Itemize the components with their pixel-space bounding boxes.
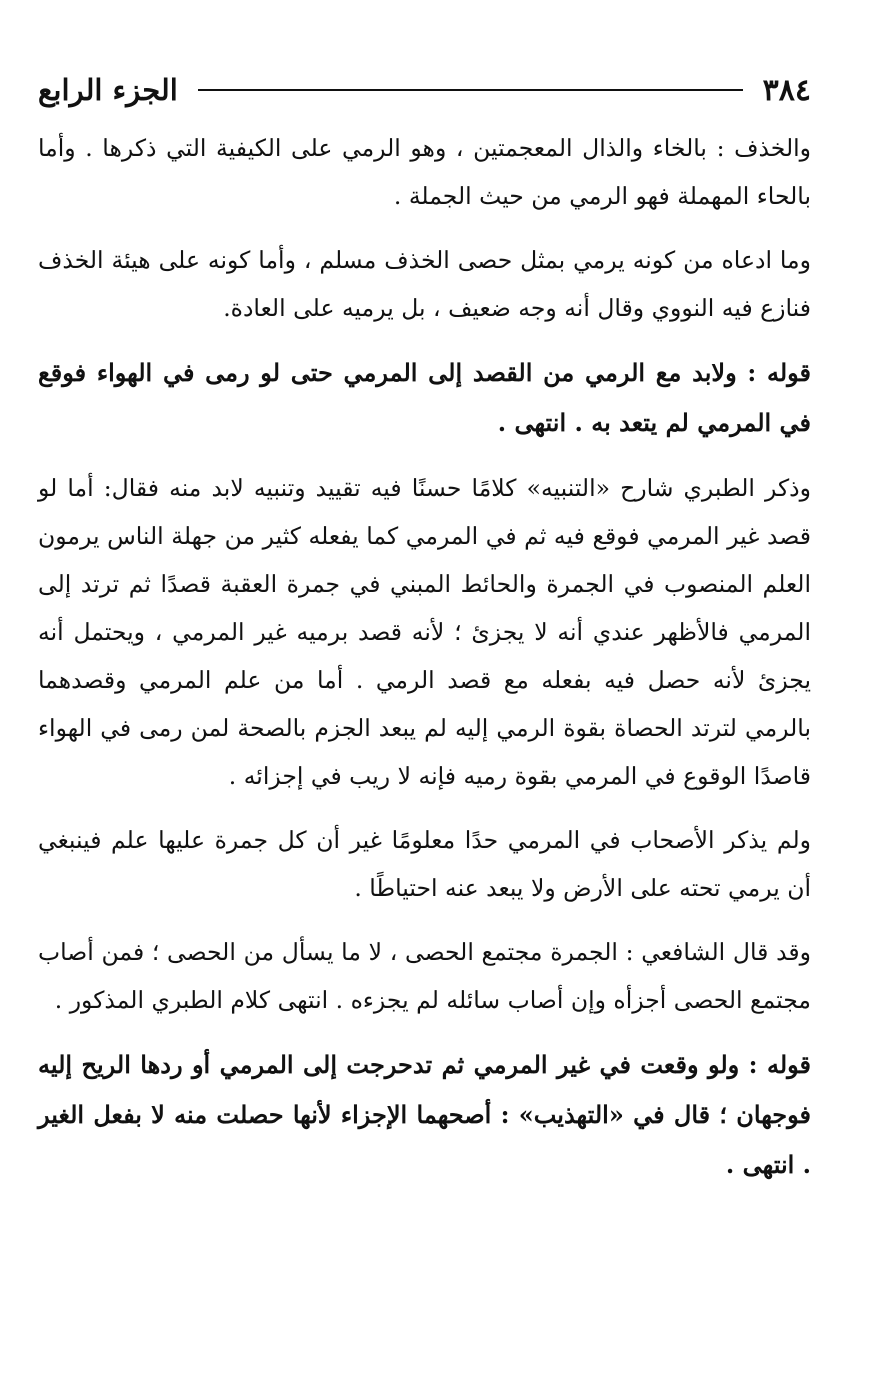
paragraph-1: والخذف : بالخاء والذال المعجمتين ، وهو الرمي على الكيفية التي ذكرها . وأما بالحاء المهملة فهو الرمي من حيث الجملة .: [38, 134, 811, 210]
paragraph-5: ولم يذكر الأصحاب في المرمي حدًا معلومًا غير أن كل جمرة عليها علم فينبغي أن يرمي تحته على الأرض ولا يبعد عنه احتياطًا .: [38, 826, 811, 902]
paragraph-4: وذكر الطبري شارح «التنبيه» كلامًا حسنًا فيه تقييد وتنبيه لابد منه فقال: أما لو قصد غير المرمي فوقع فيه ثم في المرمي كما يفعله كثير من جهلة الناس يرمون العلم المنصوب في الجمرة والحائط المبني في جمرة العقبة قصدًا ثم ترتد إلى المرمي فالأظهر عندي أنه لا يجزئ ؛ لأنه قصد برميه غير المرمي ، ويحتمل أنه يجزئ لأنه حصل فيه بفعله مع قصد الرمي . أما من علم المرمي وقصدهما بالرمي لترتد الحصاة بقوة الرمي إليه لم يبعد الجزم بالصحة لمن رمى في الهواء قاصدًا الوقوع في المرمي بقوة رميه فإنه لا ريب في إجزائه .: [38, 474, 811, 790]
page-number: ٣٨٤: [762, 72, 811, 108]
paragraph-3-quote: قوله : ولابد مع الرمي من القصد إلى المرمي حتى لو رمى في الهواء فوقع في المرمي لم يتعد به . انتهى .: [38, 358, 811, 437]
paragraph-6: وقد قال الشافعي : الجمرة مجتمع الحصى ، لا ما يسأل من الحصى ؛ فمن أصاب مجتمع الحصى أجزأه وإن أصاب سائله لم يجزءه . انتهى كلام الطبري المذكور .: [38, 938, 811, 1014]
page-header: [38, 68, 811, 112]
header-rule: [198, 89, 743, 91]
paragraph-2: وما ادعاه من كونه يرمي بمثل حصى الخذف مسلم ، وأما كونه على هيئة الخذف فنازع فيه النووي وقال أنه وجه ضعيف ، بل يرميه على العادة.: [38, 246, 811, 322]
page-body: [38, 124, 811, 1190]
running-title: الجزء الرابع: [38, 73, 178, 107]
paragraph-7-quote: قوله : ولو وقعت في غير المرمي ثم تدحرجت إلى المرمي أو ردها الريح إليه فوجهان ؛ قال في «التهذيب» : أصحهما الإجزاء لأنها حصلت منه لا بفعل الغير . انتهى .: [38, 1050, 811, 1179]
